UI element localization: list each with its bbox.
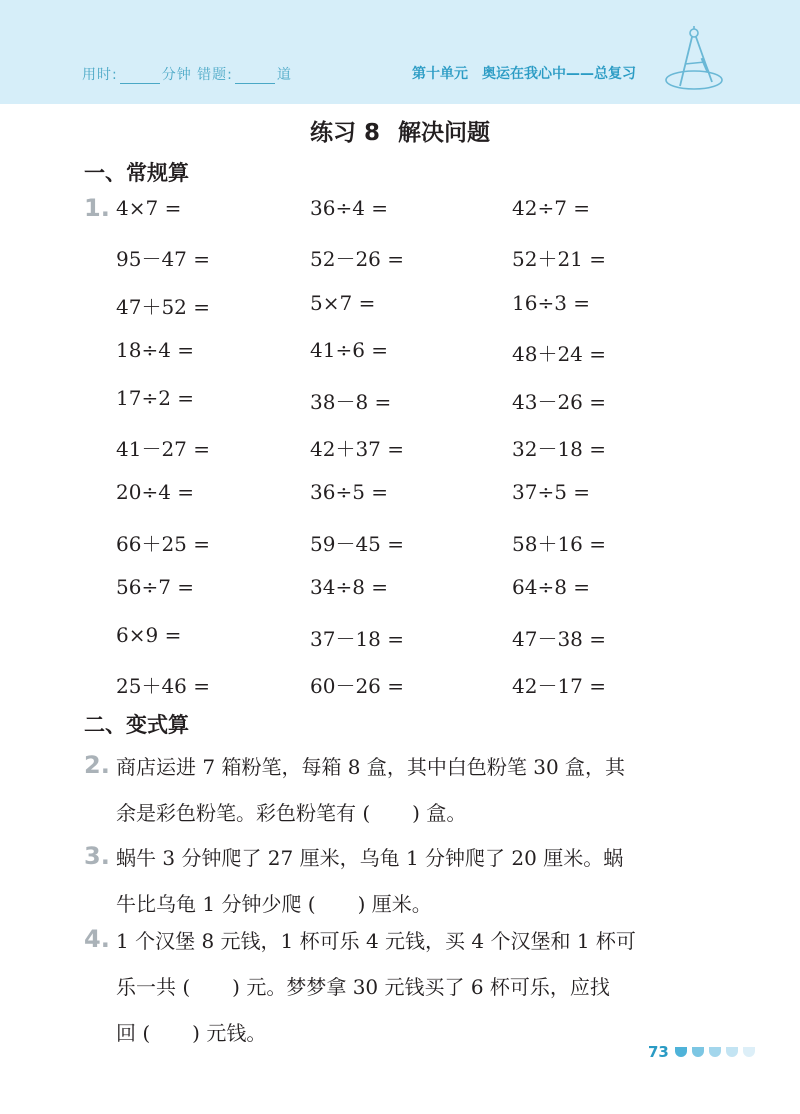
calc-problem: 37÷5 = xyxy=(512,480,591,505)
calc-row xyxy=(116,196,716,243)
calc-problem: 41÷6 = xyxy=(310,338,389,363)
calc-problem: 42＋37 = xyxy=(310,436,405,461)
calc-problem: 47＋52 = xyxy=(116,294,211,319)
exercise-number: 练习 8 xyxy=(309,120,380,146)
calc-problem: 5×7 = xyxy=(310,290,376,315)
cup-icon xyxy=(709,1047,721,1057)
calc-row xyxy=(116,386,716,433)
section-heading-routine: 一、常规算 xyxy=(84,161,189,185)
calc-row xyxy=(116,243,716,290)
calc-row xyxy=(116,291,716,338)
question-number-3: 3. xyxy=(84,842,110,870)
calc-problem: 18÷4 = xyxy=(116,338,195,363)
question-number-1: 1. xyxy=(84,194,110,222)
minutes-label: 分钟 xyxy=(161,67,192,83)
calc-problem: 43－26 = xyxy=(512,389,607,414)
question-number-4: 4. xyxy=(84,925,110,953)
cup-icon xyxy=(743,1047,755,1057)
problem-line: 1 个汉堡 8 元钱，1 杯可乐 4 元钱，买 4 个汉堡和 1 杯可 xyxy=(116,929,636,953)
calc-problem: 38－8 = xyxy=(310,389,392,414)
problem-line: 商店运进 7 箱粉笔，每箱 8 盒，其中白色粉笔 30 盒，其 xyxy=(116,755,626,779)
problem-3 xyxy=(116,835,726,927)
time-label: 用时: xyxy=(82,67,118,83)
unit-title xyxy=(412,63,636,83)
calc-problem: 42－17 = xyxy=(512,673,607,698)
calc-problem: 48＋24 = xyxy=(512,342,607,367)
calc-problem: 52－26 = xyxy=(310,247,405,272)
compass-icon xyxy=(658,24,730,94)
calc-problem: 17÷2 = xyxy=(116,385,195,410)
calc-problem: 36÷5 = xyxy=(310,480,389,505)
calc-problem: 6×9 = xyxy=(116,622,182,647)
cup-icon xyxy=(726,1047,738,1057)
calc-row xyxy=(116,480,716,527)
calc-problem: 58＋16 = xyxy=(512,531,607,556)
calc-problem: 56÷7 = xyxy=(116,575,195,600)
calc-problem: 32－18 = xyxy=(512,436,607,461)
calc-problem: 52＋21 = xyxy=(512,247,607,272)
calc-problem: 60－26 = xyxy=(310,673,405,698)
exercise-topic: 解决问题 xyxy=(398,120,490,146)
unit-number: 第十单元 xyxy=(412,66,468,82)
cup-icon xyxy=(692,1047,704,1057)
problem-2 xyxy=(116,744,726,836)
calc-row xyxy=(116,528,716,575)
page-title xyxy=(0,114,800,147)
calc-problem: 64÷8 = xyxy=(512,575,591,600)
calc-row xyxy=(116,338,716,385)
unit-name: 奥运在我心中——总复习 xyxy=(482,66,636,82)
problem-4 xyxy=(116,918,726,1056)
calc-problem: 34÷8 = xyxy=(310,575,389,600)
calc-problem: 95－47 = xyxy=(116,247,211,272)
errors-label: 错题: xyxy=(197,67,233,83)
calc-problem: 36÷4 = xyxy=(310,196,389,220)
calc-row xyxy=(116,575,716,622)
calc-problem: 37－18 = xyxy=(310,626,405,651)
calculation-grid xyxy=(116,196,716,717)
calc-problem: 4×7 = xyxy=(116,196,182,220)
calc-problem: 47－38 = xyxy=(512,626,607,651)
calc-problem: 59－45 = xyxy=(310,531,405,556)
problem-line: 余是彩色粉笔。彩色粉笔有 ( ) 盒。 xyxy=(116,801,467,825)
problem-line: 乐一共 ( ) 元。梦梦拿 30 元钱买了 6 杯可乐，应找 xyxy=(116,975,610,999)
calc-problem: 25＋46 = xyxy=(116,673,211,698)
question-number-2: 2. xyxy=(84,751,110,779)
page-number: 73 xyxy=(648,1043,669,1061)
calc-problem: 20÷4 = xyxy=(116,480,195,505)
time-blank[interactable] xyxy=(120,70,160,84)
calc-row xyxy=(116,433,716,480)
errors-blank[interactable] xyxy=(235,70,275,84)
calc-row xyxy=(116,670,716,717)
cup-icon xyxy=(675,1047,687,1057)
calc-problem: 66＋25 = xyxy=(116,531,211,556)
problem-line: 蜗牛 3 分钟爬了 27 厘米，乌龟 1 分钟爬了 20 厘米。蜗 xyxy=(116,846,624,870)
calc-problem: 41－27 = xyxy=(116,436,211,461)
calc-row xyxy=(116,623,716,670)
calc-problem: 42÷7 = xyxy=(512,196,591,220)
calc-problem: 16÷3 = xyxy=(512,290,591,315)
problem-line: 回 ( ) 元钱。 xyxy=(116,1021,267,1045)
problem-line: 牛比乌龟 1 分钟少爬 ( ) 厘米。 xyxy=(116,892,432,916)
questions-label: 道 xyxy=(276,67,292,83)
page-footer xyxy=(648,1043,760,1061)
section-heading-variant: 二、变式算 xyxy=(84,713,189,737)
timing-record xyxy=(82,64,292,84)
